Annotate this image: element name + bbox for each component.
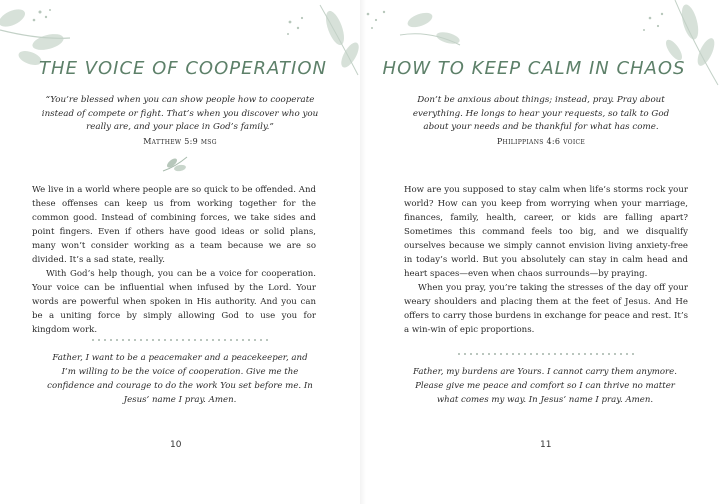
verse-text: Don’t be anxious about things; instead, pray. Pray about everything. He longs to hear your requests, so talk to God about your needs and be thankful for what has come. <box>412 95 670 132</box>
prayer-text: Father, I want to be a peacemaker and a peacekeeper, and I’m willing to be the voice of cooperation. Give me the confidence and courage to do the work You set before me. In Jesus’ name I pray. Amen. <box>47 353 313 405</box>
verse-reference: Matthew 5:9 msg <box>143 136 217 146</box>
verse-reference: Philippians 4:6 voice <box>496 136 586 146</box>
paragraph: When you pray, you’re taking the stresses of the day off your weary shoulders and placing them at the feet of Jesus. And He offers to carry those burdens in exchange for peace and rest. It’s a win-win of epic proportions. <box>404 283 688 335</box>
dotted-divider <box>90 339 270 341</box>
scripture-verse <box>40 94 320 148</box>
page-title: THE VOICE OF COOPERATION <box>39 58 327 79</box>
scripture-verse <box>408 94 674 148</box>
page-number: 11 <box>540 440 552 450</box>
verse-text: “You’re blessed when you can show people how to cooperate instead of compete or fight. That’s when you discover who you really are, and your place in God’s family.” <box>41 95 319 132</box>
small-leaf-icon <box>160 153 190 175</box>
paragraph: How are you supposed to stay calm when life’s storms rock your world? How can you keep from worrying when your marriage, finances, family, health, career, or kids are falling apart? Sometimes this command feels too big, and we disqualify ourselves because we simply cannot envision living anxiety-free in today’s world. But you absolutely can stay in calm head and heart spaces—even when chaos surrounds—by praying. <box>404 185 688 279</box>
body-text <box>32 183 316 337</box>
right-page <box>360 0 720 504</box>
prayer-text: Father, my burdens are Yours. I cannot carry them anymore. Please give me peace and comfort so I can thrive no matter what comes my way. In Jesus’ name I pray. Amen. <box>413 367 677 405</box>
dotted-divider <box>456 353 636 355</box>
page-title: HOW TO KEEP CALM IN CHAOS <box>382 58 686 79</box>
paragraph: We live in a world where people are so quick to be offended. And these offenses can keep us from working together for the common good. Instead of combining forces, we take sides and point fingers. Even if others have good ideas or solid plans, many won’t consider working as a team because we are so divided. It’s a sad state, really. <box>32 185 316 265</box>
page-number: 10 <box>170 440 182 450</box>
leaf-branch-icon <box>360 0 470 60</box>
body-text <box>404 183 688 337</box>
paragraph: With God’s help though, you can be a voice for cooperation. Your voice can be influential when infused by the Lord. Your words are powerful when spoken in His authority. And you can be a uniting force by simply allowing God to use you for kingdom work. <box>32 269 316 335</box>
